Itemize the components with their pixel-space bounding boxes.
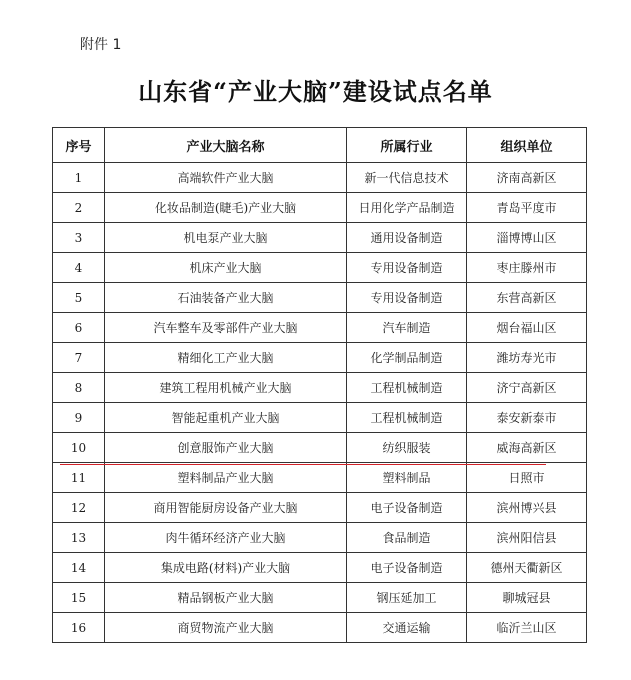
cell-index: 3 <box>53 223 105 253</box>
cell-brain-name: 高端软件产业大脑 <box>105 163 347 193</box>
cell-index: 4 <box>53 253 105 283</box>
cell-industry: 专用设备制造 <box>347 253 467 283</box>
cell-organizer: 泰安新泰市 <box>467 403 587 433</box>
cell-brain-name: 建筑工程用机械产业大脑 <box>105 373 347 403</box>
cell-brain-name: 机床产业大脑 <box>105 253 347 283</box>
header-index: 序号 <box>53 128 105 163</box>
cell-industry: 食品制造 <box>347 523 467 553</box>
table-row <box>53 343 587 373</box>
table-row <box>53 223 587 253</box>
table-row <box>53 313 587 343</box>
cell-organizer: 淄博博山区 <box>467 223 587 253</box>
cell-brain-name: 商贸物流产业大脑 <box>105 613 347 643</box>
cell-brain-name: 创意服饰产业大脑 <box>105 433 347 463</box>
cell-index: 10 <box>53 433 105 463</box>
cell-organizer: 日照市 <box>467 463 587 493</box>
cell-industry: 专用设备制造 <box>347 283 467 313</box>
cell-industry: 新一代信息技术 <box>347 163 467 193</box>
cell-index: 16 <box>53 613 105 643</box>
cell-industry: 电子设备制造 <box>347 553 467 583</box>
cell-brain-name: 智能起重机产业大脑 <box>105 403 347 433</box>
cell-organizer: 滨州博兴县 <box>467 493 587 523</box>
table-row <box>53 253 587 283</box>
cell-organizer: 滨州阳信县 <box>467 523 587 553</box>
cell-index: 7 <box>53 343 105 373</box>
table-row <box>53 553 587 583</box>
cell-index: 15 <box>53 583 105 613</box>
cell-index: 5 <box>53 283 105 313</box>
cell-organizer: 威海高新区 <box>467 433 587 463</box>
table-header-row <box>53 128 587 163</box>
cell-brain-name: 化妆品制造(睫毛)产业大脑 <box>105 193 347 223</box>
cell-brain-name: 集成电路(材料)产业大脑 <box>105 553 347 583</box>
cell-index: 12 <box>53 493 105 523</box>
table-row <box>53 523 587 553</box>
cell-industry: 电子设备制造 <box>347 493 467 523</box>
table-row <box>53 283 587 313</box>
document-title: 山东省“产业大脑”建设试点名单 <box>138 77 493 106</box>
cell-organizer: 济宁高新区 <box>467 373 587 403</box>
cell-index: 13 <box>53 523 105 553</box>
cell-organizer: 潍坊寿光市 <box>467 343 587 373</box>
cell-industry: 日用化学产品制造 <box>347 193 467 223</box>
cell-index: 6 <box>53 313 105 343</box>
header-organizer: 组织单位 <box>467 128 587 163</box>
table-row <box>53 493 587 523</box>
table-row <box>53 583 587 613</box>
cell-organizer: 临沂兰山区 <box>467 613 587 643</box>
cell-industry: 化学制品制造 <box>347 343 467 373</box>
table-row <box>53 403 587 433</box>
table-row <box>53 463 587 493</box>
cell-industry: 纺织服装 <box>347 433 467 463</box>
cell-brain-name: 商用智能厨房设备产业大脑 <box>105 493 347 523</box>
table-row <box>53 193 587 223</box>
cell-index: 14 <box>53 553 105 583</box>
cell-brain-name: 塑料制品产业大脑 <box>105 463 347 493</box>
cell-brain-name: 精品钢板产业大脑 <box>105 583 347 613</box>
highlight-underline <box>60 464 546 465</box>
cell-index: 8 <box>53 373 105 403</box>
cell-brain-name: 机电泵产业大脑 <box>105 223 347 253</box>
cell-index: 2 <box>53 193 105 223</box>
cell-industry: 汽车制造 <box>347 313 467 343</box>
cell-organizer: 青岛平度市 <box>467 193 587 223</box>
cell-brain-name: 石油装备产业大脑 <box>105 283 347 313</box>
pilot-list-table <box>52 127 587 643</box>
table-row <box>53 373 587 403</box>
cell-organizer: 聊城冠县 <box>467 583 587 613</box>
cell-organizer: 德州天衢新区 <box>467 553 587 583</box>
table-row <box>53 163 587 193</box>
cell-brain-name: 精细化工产业大脑 <box>105 343 347 373</box>
cell-industry: 工程机械制造 <box>347 373 467 403</box>
cell-industry: 交通运输 <box>347 613 467 643</box>
cell-index: 1 <box>53 163 105 193</box>
table-row <box>53 613 587 643</box>
header-industry: 所属行业 <box>347 128 467 163</box>
cell-organizer: 枣庄滕州市 <box>467 253 587 283</box>
cell-organizer: 济南高新区 <box>467 163 587 193</box>
cell-organizer: 东营高新区 <box>467 283 587 313</box>
cell-index: 11 <box>53 463 105 493</box>
cell-industry: 塑料制品 <box>347 463 467 493</box>
cell-industry: 通用设备制造 <box>347 223 467 253</box>
table-row <box>53 433 587 463</box>
cell-industry: 钢压延加工 <box>347 583 467 613</box>
attachment-label: 附件 1 <box>80 37 122 53</box>
cell-brain-name: 肉牛循环经济产业大脑 <box>105 523 347 553</box>
header-brain-name: 产业大脑名称 <box>105 128 347 163</box>
cell-industry: 工程机械制造 <box>347 403 467 433</box>
cell-index: 9 <box>53 403 105 433</box>
cell-organizer: 烟台福山区 <box>467 313 587 343</box>
cell-brain-name: 汽车整车及零部件产业大脑 <box>105 313 347 343</box>
